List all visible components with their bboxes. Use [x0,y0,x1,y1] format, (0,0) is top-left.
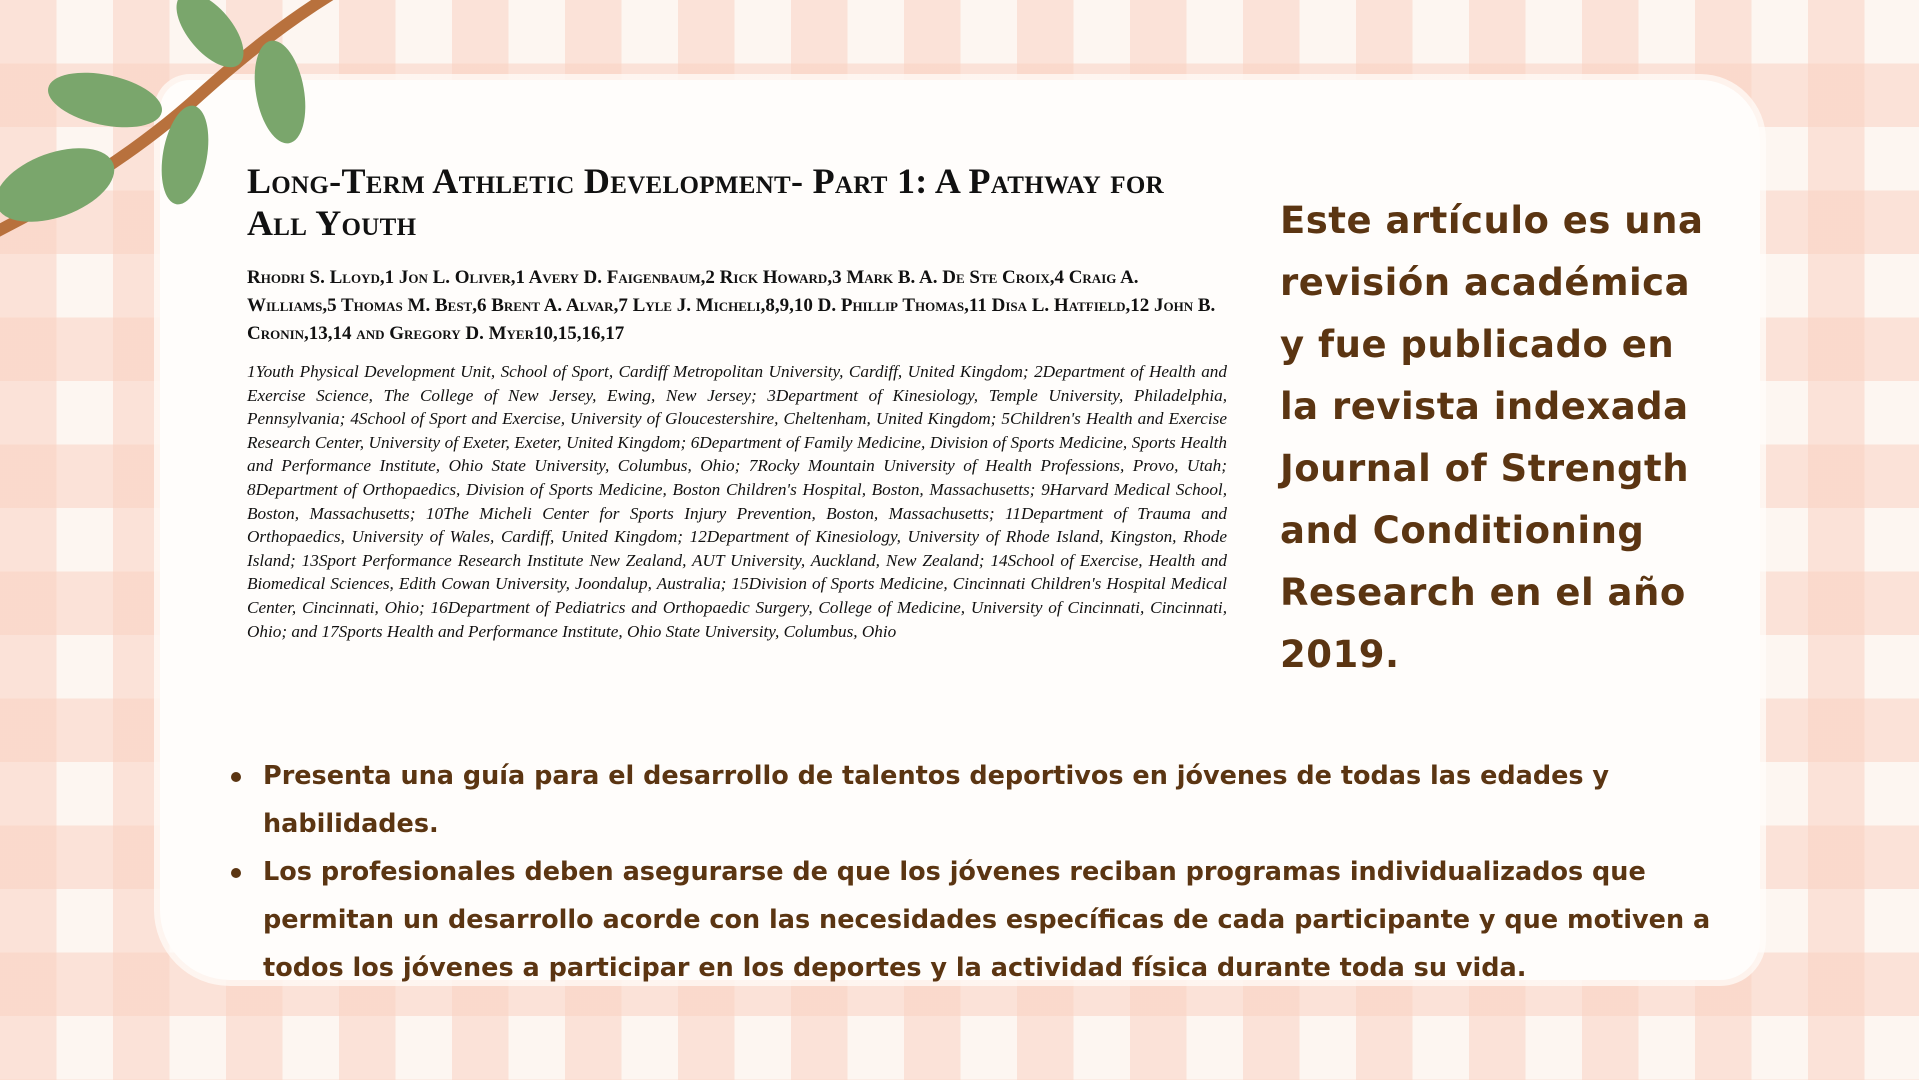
paper-affiliations: 1Youth Physical Development Unit, School of Sport, Cardiff Metropolitan University, Cardiff, United Kingdom; 2Department of Health and Exercise Science, The College of New Jersey, Ewing, New Jersey; 3Department of Kinesiology, Temple University, Philadelphia, Pennsylvania; 4School of Sport and Exercise, University of Gloucestershire, Cheltenham, United Kingdom; 5Children's Health and Exercise Research Center, University of Exeter, Exeter, United Kingdom; 6Department of Family Medicine, Division of Sports Medicine, Sports Health and Performance Institute, Ohio State University, Columbus, Ohio; 7Rocky Mountain University of Health Professions, Provo, Utah; 8Department of Orthopaedics, Division of Sports Medicine, Boston Children's Hospital, Boston, Massachusetts; 9Harvard Medical School, Boston, Massachusetts; 10The Micheli Center for Sports Injury Prevention, Boston, Massachusetts; 11Department of Trauma and Orthopaedics, University of Wales, Cardiff, United Kingdom; 12Department of Kinesiology, University of Rhode Island, Kingston, Rhode Island; 13Sport Performance Research Institute New Zealand, AUT University, Auckland, New Zealand; 14School of Exercise, Health and Biomedical Sciences, Edith Cowan University, Joondalup, Australia; 15Division of Sports Medicine, Cincinnati Children's Hospital Medical Center, Cincinnati, Ohio; 16Department of Pediatrics and Orthopaedic Surgery, College of Medicine, University of Cincinnati, Cincinnati, Ohio; and 17Sports Health and Performance Institute, Ohio State University, Columbus, Ohio [247,362,1227,641]
bullet-text: Los profesionales deben asegurarse de que los jóvenes reciban programas individualizados que permitan un desarrollo acorde con las necesidades específicas de cada participante y que motiven a todos los jóvenes a participar en los deportes y la actividad física durante toda su vida. [263,857,1711,983]
bullet-dot-icon [231,772,241,782]
bullet-text: Presenta una guía para el desarrollo de talentos deportivos en jóvenes de todas las edades y habilidades. [263,761,1610,839]
publication-note: Este artículo es una revisión académica y fue publicado en la revista indexada Journal of Strength and Conditioning Research en el año 2019. [1280,199,1704,676]
summary-bullet-list [225,752,1783,992]
paper-header-snippet [247,160,1227,643]
summary-bullet-1 [263,752,1783,848]
paper-authors: Rhodri S. Lloyd,1 Jon L. Oliver,1 Avery D. Faigenbaum,2 Rick Howard,3 Mark B. A. De Ste Croix,4 Craig A. Williams,5 Thomas M. Best,6 Brent A. Alvar,7 Lyle J. Micheli,8,9,10 D. Phillip Thomas,11 Disa L. Hatfield,12 John B. Cronin,13,14 and Gregory D. Myer10,15,16,17 [247,267,1216,344]
bullet-dot-icon [231,868,241,878]
paper-title: Long-Term Athletic Development- Part 1: A Pathway for All Youth [247,161,1164,243]
summary-bullet-2 [263,848,1783,992]
